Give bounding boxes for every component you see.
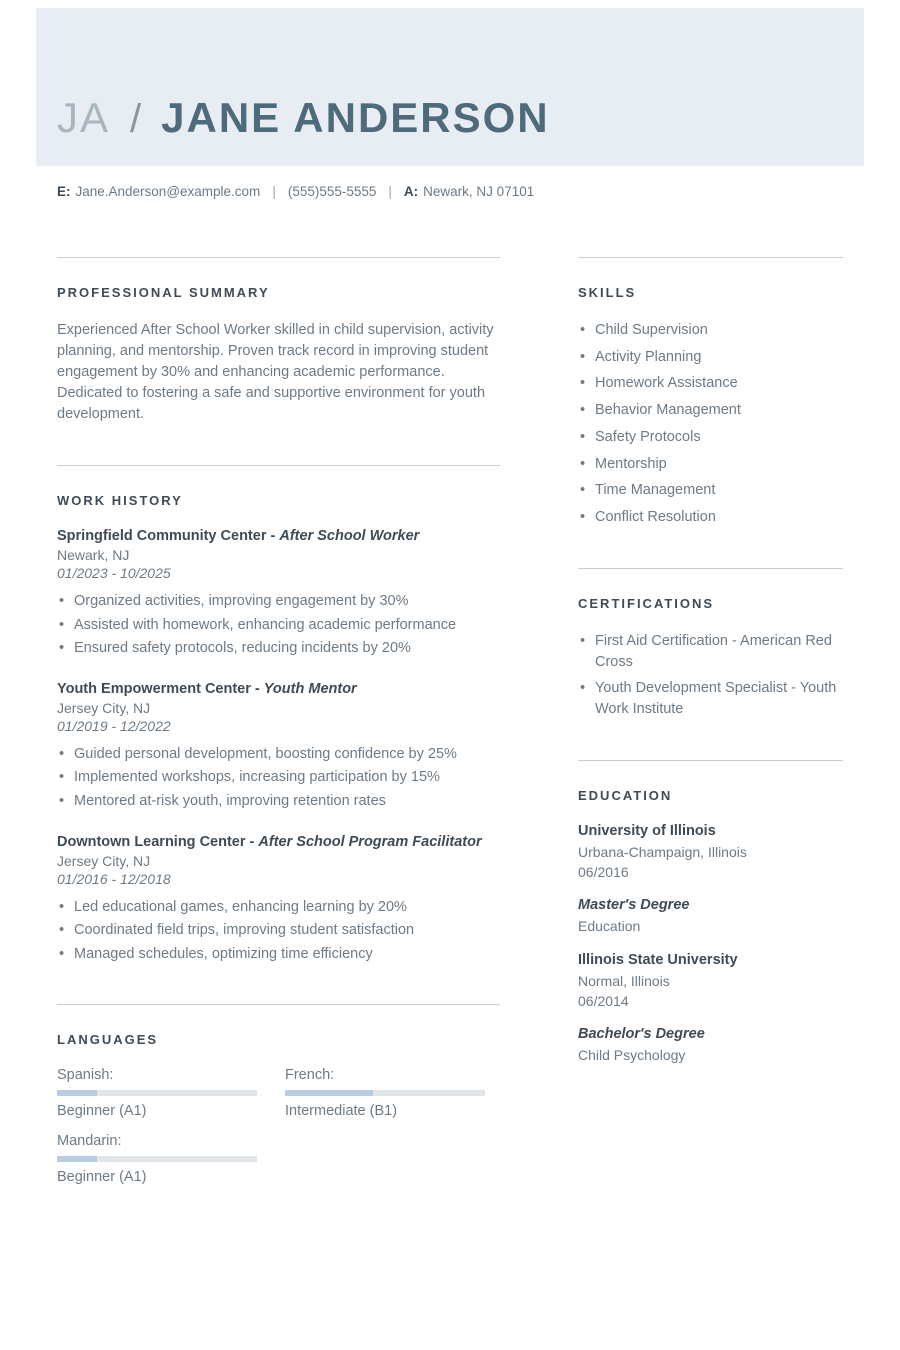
language-progress-fill xyxy=(57,1156,97,1162)
job-dash: - xyxy=(270,528,276,545)
job-bullet-list xyxy=(57,897,500,965)
email-label: E: xyxy=(57,184,71,199)
job-bullet-list xyxy=(57,591,500,659)
section-divider xyxy=(578,257,843,258)
job-company: Downtown Learning Center xyxy=(57,833,246,850)
job-location: Jersey City, NJ xyxy=(57,699,151,716)
monogram-initials: JA xyxy=(57,94,111,141)
language-name: French: xyxy=(285,1067,335,1084)
job-entry xyxy=(57,681,500,812)
job-location: Newark, NJ xyxy=(57,547,130,564)
job-bullet: • Organized activities, improving engagement by 30% xyxy=(57,591,500,612)
job-role: Youth Mentor xyxy=(263,680,357,697)
job-location: Jersey City, NJ xyxy=(57,852,151,869)
job-bullet: • Managed schedules, optimizing time efficiency xyxy=(57,944,500,965)
section-divider xyxy=(57,257,500,258)
education-section xyxy=(578,760,843,1066)
language-item xyxy=(285,1067,485,1119)
contact-row xyxy=(57,184,843,199)
language-progress-track xyxy=(57,1090,257,1096)
job-role: After School Worker xyxy=(279,528,420,545)
skills-title: SKILLS xyxy=(578,285,637,300)
email-value: Jane.Anderson@example.com xyxy=(75,184,261,199)
content-columns xyxy=(57,257,843,1185)
job-bullet: • Coordinated field trips, improving student satisfaction xyxy=(57,920,500,941)
contact-separator: | xyxy=(388,184,392,199)
job-dates: 01/2016 - 12/2018 xyxy=(57,870,171,887)
section-divider xyxy=(57,465,500,466)
skill-item: • Homework Assistance xyxy=(578,373,843,394)
language-item xyxy=(57,1067,257,1119)
job-title-line xyxy=(57,681,500,697)
skill-item: • Conflict Resolution xyxy=(578,507,843,528)
job-bullet-list xyxy=(57,744,500,812)
education-entry xyxy=(578,897,843,936)
education-field: Education xyxy=(578,918,641,935)
skill-item: • Behavior Management xyxy=(578,400,843,421)
job-bullet: • Assisted with homework, enhancing academic performance xyxy=(57,615,500,636)
job-company: Youth Empowerment Center xyxy=(57,680,251,697)
education-degree: Bachelor's Degree xyxy=(578,1026,705,1043)
job-entry xyxy=(57,528,500,659)
job-dates: 01/2023 - 10/2025 xyxy=(57,565,171,582)
certification-item: • First Aid Certification - American Red Cross xyxy=(578,631,843,672)
section-divider xyxy=(57,1004,500,1005)
language-item xyxy=(57,1133,257,1185)
language-level: Beginner (A1) xyxy=(57,1169,147,1186)
job-bullet: • Led educational games, enhancing learning by 20% xyxy=(57,897,500,918)
skill-item: • Safety Protocols xyxy=(578,427,843,448)
education-field: Child Psychology xyxy=(578,1047,686,1064)
skills-list xyxy=(578,320,843,528)
job-title-line xyxy=(57,528,500,544)
summary-section xyxy=(57,257,500,425)
education-entry xyxy=(578,1026,843,1065)
job-dash: - xyxy=(249,833,255,850)
summary-text: Experienced After School Worker skilled in child supervision, activity planning, and mentorship. Proven track record in improving student engagement by 30% and enhancing academic performance. Dedicated to fostering a safe and supportive environment for youth development. xyxy=(57,322,494,423)
job-bullet: • Guided personal development, boosting confidence by 25% xyxy=(57,744,500,765)
education-school: Illinois State University xyxy=(578,951,738,968)
skill-item: • Time Management xyxy=(578,480,843,501)
education-title: EDUCATION xyxy=(578,787,673,803)
candidate-name: JANE ANDERSON xyxy=(161,94,550,141)
language-progress-fill xyxy=(57,1090,97,1096)
work-history-title: WORK HISTORY xyxy=(57,493,183,509)
phone-value: (555)555-5555 xyxy=(287,184,377,199)
language-level: Beginner (A1) xyxy=(57,1103,147,1120)
skill-item: • Mentorship xyxy=(578,454,843,475)
languages-section xyxy=(57,1004,500,1185)
section-divider xyxy=(578,760,843,761)
certifications-section xyxy=(578,568,843,720)
job-entry xyxy=(57,834,500,965)
header-band xyxy=(36,8,864,166)
name-line xyxy=(57,94,550,142)
language-progress-track xyxy=(57,1156,257,1162)
job-bullet: • Ensured safety protocols, reducing incidents by 20% xyxy=(57,638,500,659)
contact-separator: | xyxy=(272,184,276,199)
job-bullet: • Implemented workshops, increasing participation by 15% xyxy=(57,767,500,788)
address-value: Newark, NJ 07101 xyxy=(423,184,535,199)
job-role: After School Program Facilitator xyxy=(258,833,482,850)
certification-item: • Youth Development Specialist - Youth Work Institute xyxy=(578,678,843,719)
skills-section xyxy=(578,257,843,528)
education-entry xyxy=(578,823,843,883)
skill-item: • Child Supervision xyxy=(578,320,843,341)
address-label: A: xyxy=(403,184,419,199)
right-column xyxy=(578,257,843,1081)
work-history-section xyxy=(57,465,500,964)
education-date: 06/2016 xyxy=(578,864,629,881)
section-divider xyxy=(578,568,843,569)
language-progress-track xyxy=(285,1090,485,1096)
job-dash: - xyxy=(254,680,260,697)
language-level: Intermediate (B1) xyxy=(285,1103,398,1120)
summary-title: PROFESSIONAL SUMMARY xyxy=(57,285,270,300)
left-column xyxy=(57,257,500,1185)
job-title-line xyxy=(57,834,500,850)
name-separator: / xyxy=(130,97,142,141)
language-name: Mandarin: xyxy=(57,1133,122,1150)
job-dates: 01/2019 - 12/2022 xyxy=(57,717,171,734)
certifications-title: CERTIFICATIONS xyxy=(578,595,715,611)
education-date: 06/2014 xyxy=(578,993,629,1009)
certifications-list xyxy=(578,631,843,720)
education-school: University of Illinois xyxy=(578,822,716,839)
education-location: Normal, Illinois xyxy=(578,972,670,989)
language-progress-fill xyxy=(285,1090,373,1096)
job-bullet: • Mentored at-risk youth, improving retention rates xyxy=(57,791,500,812)
skill-item: • Activity Planning xyxy=(578,347,843,368)
languages-title: LANGUAGES xyxy=(57,1032,159,1048)
languages-grid xyxy=(57,1067,500,1185)
education-entry xyxy=(578,952,843,1012)
education-location: Urbana-Champaign, Illinois xyxy=(578,843,747,860)
job-company: Springfield Community Center xyxy=(57,528,267,545)
education-degree: Master's Degree xyxy=(578,897,690,914)
language-name: Spanish: xyxy=(57,1067,114,1084)
